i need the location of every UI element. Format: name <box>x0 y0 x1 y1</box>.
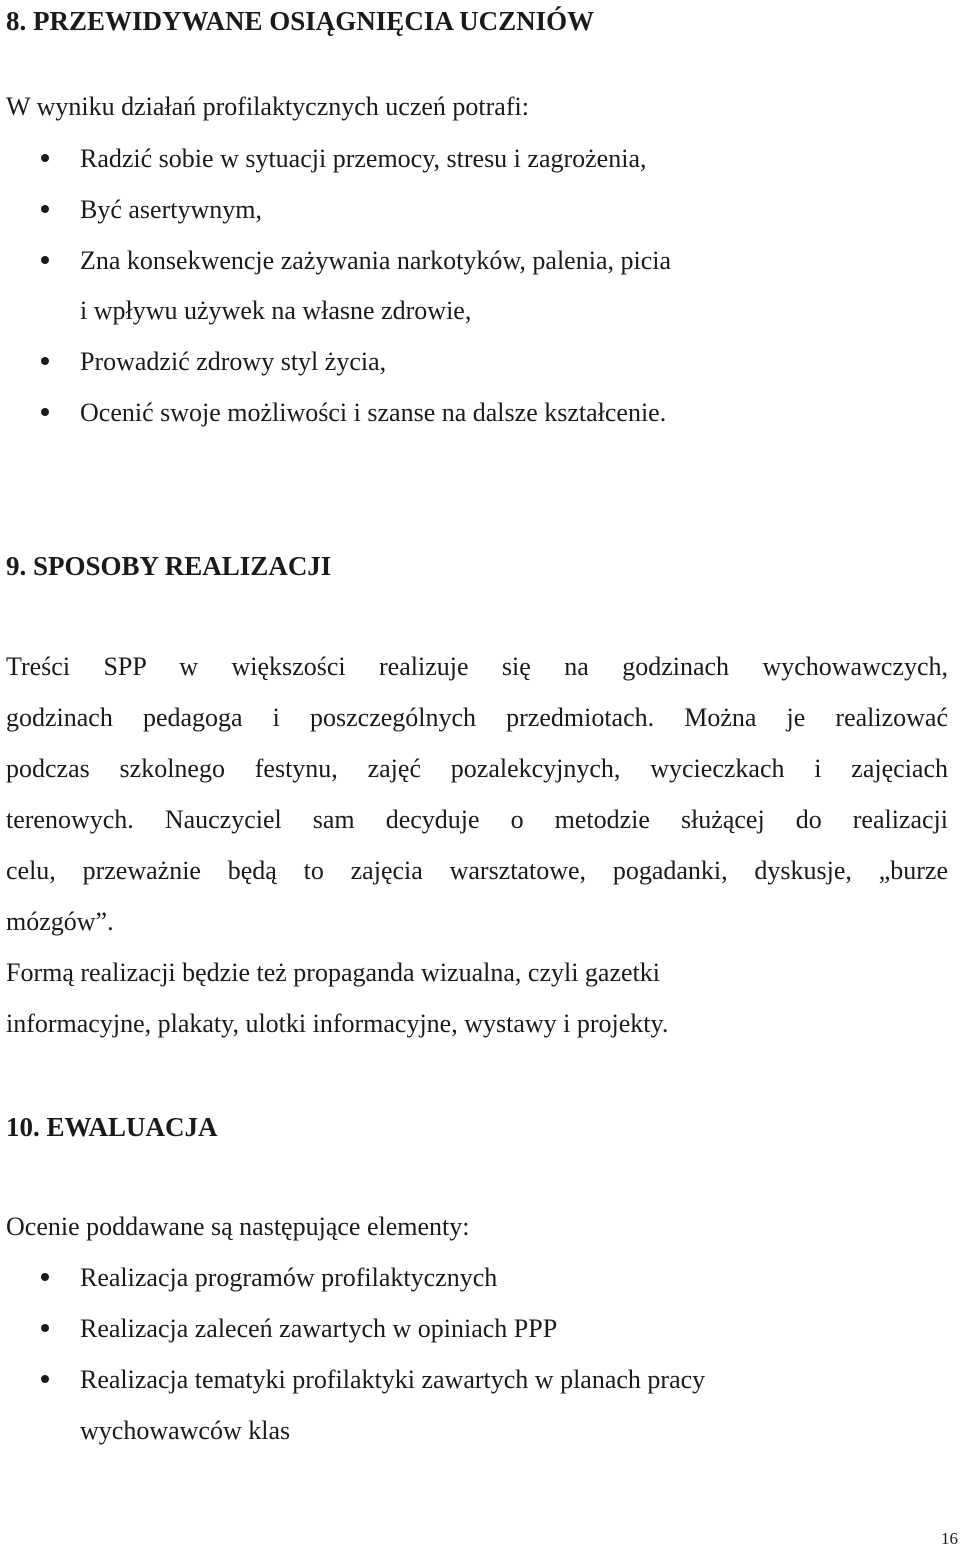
section-9-line-6: mózgów”. <box>6 907 114 936</box>
section-9-line-1: Treści SPP w większości realizuje się na godzinach wychowawczych, <box>6 652 948 681</box>
bullet-icon <box>41 154 49 162</box>
bullet-text: Radzić sobie w sytuacji przemocy, stresu i zagrożenia, <box>80 144 647 173</box>
section-9-heading: 9. SPOSOBY REALIZACJI <box>6 551 332 581</box>
section-9-line-8: informacyjne, plakaty, ulotki informacyjne, wystawy i projekty. <box>6 1009 669 1038</box>
bullet-text: Być asertywnym, <box>80 195 262 224</box>
section-10-intro: Ocenie poddawane są następujące elementy: <box>6 1212 470 1241</box>
bullet-text: Ocenić swoje możliwości i szanse na dalsze kształcenie. <box>80 398 667 427</box>
section-9-line-5: celu, przeważnie będą to zajęcia warsztatowe, pogadanki, dyskusje, „burze <box>6 856 948 885</box>
bullet-text: Zna konsekwencje zażywania narkotyków, palenia, picia <box>80 246 672 275</box>
page-number: 16 <box>941 1529 958 1548</box>
bullet-icon <box>41 1324 49 1332</box>
bullet-icon <box>41 408 49 416</box>
section-9-line-2: godzinach pedagoga i poszczególnych przedmiotach. Można je realizować <box>6 703 948 732</box>
bullet-text: Prowadzić zdrowy styl życia, <box>80 347 387 376</box>
bullet-icon <box>41 357 49 365</box>
section-10-heading: 10. EWALUACJA <box>6 1112 218 1142</box>
section-10-bullet-3-continuation: wychowawców klas <box>80 1416 291 1445</box>
bullet-icon <box>41 1273 49 1281</box>
section-8-intro: W wyniku działań profilaktycznych uczeń potrafi: <box>6 92 529 121</box>
section-9-line-3: podczas szkolnego festynu, zajęć pozalekcyjnych, wycieczkach i zajęciach <box>6 754 948 783</box>
section-8-heading: 8. PRZEWIDYWANE OSIĄGNIĘCIA UCZNIÓW <box>6 6 595 36</box>
bullet-text: Realizacja zaleceń zawartych w opiniach PPP <box>80 1314 558 1343</box>
section-9-line-7: Formą realizacji będzie też propaganda wizualna, czyli gazetki <box>6 958 660 987</box>
section-8-bullet-3-continuation: i wpływu używek na własne zdrowie, <box>80 296 472 325</box>
bullet-icon <box>41 205 49 213</box>
section-9-line-4: terenowych. Nauczyciel sam decyduje o metodzie służącej do realizacji <box>6 805 948 834</box>
bullet-text: Realizacja tematyki profilaktyki zawartych w planach pracy <box>80 1365 706 1394</box>
bullet-icon <box>41 1375 49 1383</box>
bullet-text: Realizacja programów profilaktycznych <box>80 1263 498 1292</box>
bullet-icon <box>41 256 49 264</box>
